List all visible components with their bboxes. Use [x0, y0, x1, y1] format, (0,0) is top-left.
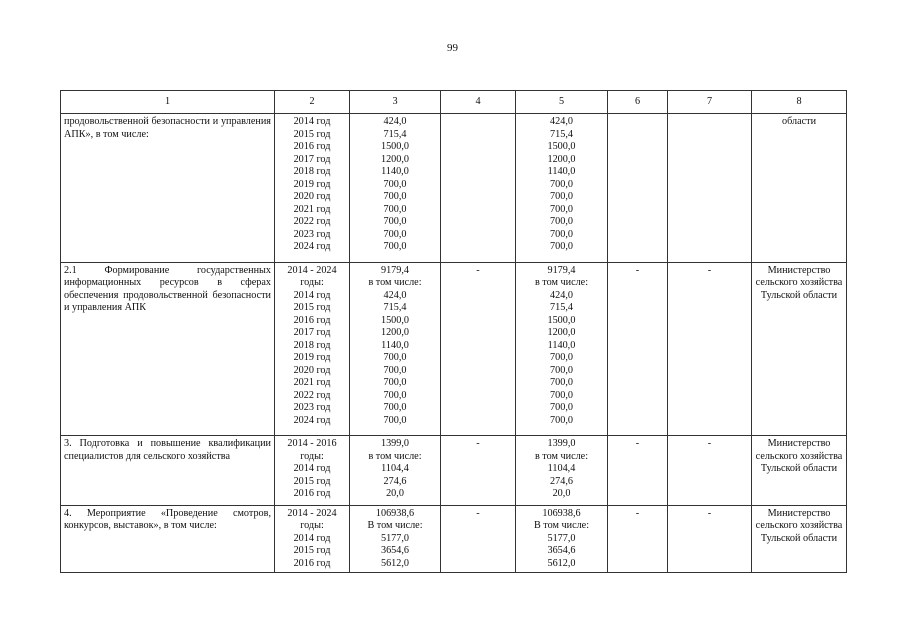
cell-line: 9179,4 [547, 264, 576, 276]
cell-line: 424,0 [383, 289, 407, 301]
cell-line: 106938,6 [375, 507, 415, 519]
cell-line: 1399,0 [380, 438, 409, 449]
cell-line: 700,0 [550, 241, 573, 252]
cell-line: 700,0 [550, 402, 573, 413]
cell-line: 20,0 [386, 488, 404, 499]
cell-line: 2022 год [293, 389, 331, 401]
cell-line: 1200,0 [380, 153, 409, 165]
cell-line: 1140,0 [381, 166, 409, 177]
cell-line: 424,0 [383, 116, 407, 127]
cell-col-1 [61, 114, 275, 263]
cell-line: 1200,0 [547, 153, 576, 165]
cell-line: 3654,6 [547, 545, 576, 556]
cell-line: 2019 год [293, 178, 331, 190]
cell-col-6 [608, 436, 668, 506]
cell-line: годы: [300, 450, 324, 462]
cell-line: 700,0 [383, 191, 407, 202]
cell-col-3 [350, 505, 441, 573]
cell-col-8 [752, 262, 847, 436]
cell-line: 2020 год [293, 364, 331, 376]
cell-line: 700,0 [550, 389, 573, 401]
program-table [60, 90, 847, 573]
cell-line: 5612,0 [380, 557, 409, 569]
cell-line: 700,0 [550, 228, 573, 240]
cell-col-5 [516, 436, 608, 506]
header-col-2: 2 [275, 91, 350, 114]
cell-line: 9179,4 [380, 264, 409, 276]
header-col-7: 7 [668, 91, 752, 114]
cell-col-1 [61, 262, 275, 436]
cell-line: 700,0 [383, 228, 407, 240]
header-col-5: 5 [516, 91, 608, 114]
cell-line: в том числе: [534, 450, 589, 462]
cell-line: - [476, 264, 480, 276]
cell-line: 1500,0 [547, 314, 576, 326]
cell-line: 1140,0 [381, 339, 409, 351]
cell-line: 2016 год [293, 488, 331, 499]
cell-line: В том числе: [533, 520, 590, 531]
cell-line: 2024 год [293, 414, 331, 426]
cell-line: - [707, 264, 712, 276]
cell-line: - [476, 507, 480, 519]
cell-text: 3. Подготовка и повышение квалификации специалистов для сельского хозяйства [64, 438, 271, 462]
cell-line: 106938,6 [542, 507, 581, 519]
cell-line: 2018 год [293, 339, 331, 351]
cell-line: годы: [300, 520, 324, 531]
cell-col-2 [275, 114, 350, 263]
cell-line: 700,0 [550, 178, 573, 190]
cell-line: 2024 год [293, 241, 331, 252]
cell-line: 2014 - 2016 [287, 438, 337, 449]
cell-col-2 [275, 436, 350, 506]
header-col-6: 6 [608, 91, 668, 114]
cell-line: 2018 год [293, 166, 331, 177]
cell-line: 5177,0 [380, 532, 409, 544]
table-row [61, 505, 847, 573]
cell-text: 4. Мероприятие «Проведение смотров, конкурсов, выставок», в том числе: [64, 507, 271, 531]
cell-line: 700,0 [383, 178, 407, 190]
cell-line: 2023 год [293, 402, 331, 413]
cell-col-1 [61, 505, 275, 573]
cell-line: 700,0 [550, 352, 573, 363]
cell-col-4 [441, 436, 516, 506]
header-col-4: 4 [441, 91, 516, 114]
cell-line: 5612,0 [547, 557, 576, 569]
cell-line: 2015 год [293, 475, 331, 487]
cell-line: 1200,0 [380, 327, 409, 338]
cell-col-2 [275, 505, 350, 573]
cell-col-8 [752, 436, 847, 506]
cell-col-3 [350, 436, 441, 506]
cell-line: 2014 год [293, 463, 331, 474]
cell-line: 2015 год [293, 128, 331, 140]
cell-line: 2017 год [293, 153, 331, 165]
cell-line: 2014 год [293, 289, 331, 301]
cell-line: 20,0 [552, 488, 571, 499]
cell-line: 700,0 [550, 414, 573, 426]
cell-line: 274,6 [383, 475, 407, 487]
cell-line: 274,6 [550, 475, 573, 487]
header-row [61, 91, 847, 114]
cell-line: 700,0 [383, 364, 407, 376]
cell-text: Министерство сельского хозяйства Тульской области [755, 438, 843, 474]
header-col-8: 8 [752, 91, 847, 114]
header-col-3: 3 [350, 91, 441, 114]
cell-col-3 [350, 262, 441, 436]
cell-line: 715,4 [550, 128, 573, 140]
cell-line: 1500,0 [380, 141, 409, 152]
cell-text: Министерство сельского хозяйства Тульской области [755, 507, 843, 544]
cell-col-8 [752, 114, 847, 263]
cell-col-2 [275, 262, 350, 436]
cell-line: 1500,0 [380, 314, 409, 326]
table-row [61, 436, 847, 506]
cell-line: 1500,0 [547, 141, 576, 152]
cell-text: области [781, 116, 817, 127]
cell-line: 1399,0 [547, 438, 576, 449]
cell-line: 2017 год [293, 327, 331, 338]
cell-line: в том числе: [368, 450, 422, 462]
cell-col-5 [516, 505, 608, 573]
cell-line: в том числе: [368, 277, 422, 288]
cell-line: 700,0 [550, 377, 573, 388]
cell-line: 1104,4 [547, 463, 576, 474]
cell-text: 2.1 Формирование государственных информационных ресурсов в сферах обеспечения продовольственной безопасности и управления АПК [64, 264, 271, 313]
cell-line: 2016 год [293, 314, 331, 326]
table-row [61, 262, 847, 436]
cell-line: 2022 год [293, 216, 331, 227]
cell-line: годы: [300, 277, 324, 288]
cell-line: 700,0 [383, 414, 407, 426]
cell-line: 715,4 [383, 302, 407, 313]
cell-line: 2014 - 2024 [287, 264, 337, 276]
cell-col-3 [350, 114, 441, 263]
cell-line: 715,4 [550, 302, 573, 313]
cell-line: - [707, 438, 712, 449]
cell-line: - [635, 507, 640, 519]
cell-line: 2015 год [293, 302, 331, 313]
cell-line: 2021 год [293, 377, 331, 388]
cell-line: 2019 год [293, 352, 331, 363]
cell-line: 2020 год [293, 191, 331, 202]
cell-line: 700,0 [383, 377, 407, 388]
cell-line: 700,0 [383, 241, 407, 252]
cell-col-7 [668, 436, 752, 506]
cell-line: 2023 год [293, 228, 331, 240]
cell-line: 700,0 [550, 203, 573, 215]
cell-col-4 [441, 262, 516, 436]
page-number: 99 [447, 42, 458, 54]
cell-line: 2014 год [293, 532, 331, 544]
cell-line: 2014 - 2024 [287, 507, 337, 519]
cell-line: 5177,0 [547, 532, 576, 544]
cell-line: - [476, 438, 480, 449]
cell-text: Министерство сельского хозяйства Тульской области [755, 264, 843, 301]
cell-line: 700,0 [383, 352, 407, 363]
cell-line: 2016 год [293, 141, 331, 152]
cell-line: 2015 год [293, 545, 331, 556]
cell-col-8 [752, 505, 847, 573]
cell-line: 1140,0 [547, 339, 576, 351]
cell-line: в том числе: [534, 277, 589, 288]
cell-col-6 [608, 114, 668, 263]
cell-col-5 [516, 114, 608, 263]
cell-line: 1140,0 [547, 166, 576, 177]
cell-line: 424,0 [550, 289, 573, 301]
cell-line: 700,0 [383, 203, 407, 215]
cell-col-4 [441, 114, 516, 263]
cell-line: - [707, 507, 712, 519]
cell-text: продовольственной безопасности и управления АПК», в том числе: [64, 116, 271, 140]
cell-line: 700,0 [383, 389, 407, 401]
cell-line: - [635, 438, 640, 449]
cell-col-7 [668, 114, 752, 263]
cell-line: 700,0 [550, 364, 573, 376]
cell-col-7 [668, 505, 752, 573]
cell-line: 424,0 [550, 116, 573, 127]
cell-col-4 [441, 505, 516, 573]
cell-col-1 [61, 436, 275, 506]
cell-line: 1104,4 [381, 463, 409, 474]
cell-line: 1200,0 [547, 327, 576, 338]
cell-line: 2016 год [293, 557, 331, 569]
cell-line: 700,0 [383, 402, 407, 413]
cell-line: - [635, 264, 640, 276]
cell-line: 3654,6 [380, 545, 409, 556]
cell-line: 2014 год [293, 116, 331, 127]
cell-line: В том числе: [367, 520, 423, 531]
cell-line: 700,0 [550, 191, 573, 202]
table-row [61, 114, 847, 263]
cell-line: 2021 год [293, 203, 331, 215]
cell-col-7 [668, 262, 752, 436]
cell-col-6 [608, 262, 668, 436]
cell-line: 700,0 [383, 216, 407, 227]
cell-line: 715,4 [383, 128, 407, 140]
cell-line: 700,0 [550, 216, 573, 227]
header-col-1: 1 [61, 91, 275, 114]
cell-col-6 [608, 505, 668, 573]
cell-col-5 [516, 262, 608, 436]
